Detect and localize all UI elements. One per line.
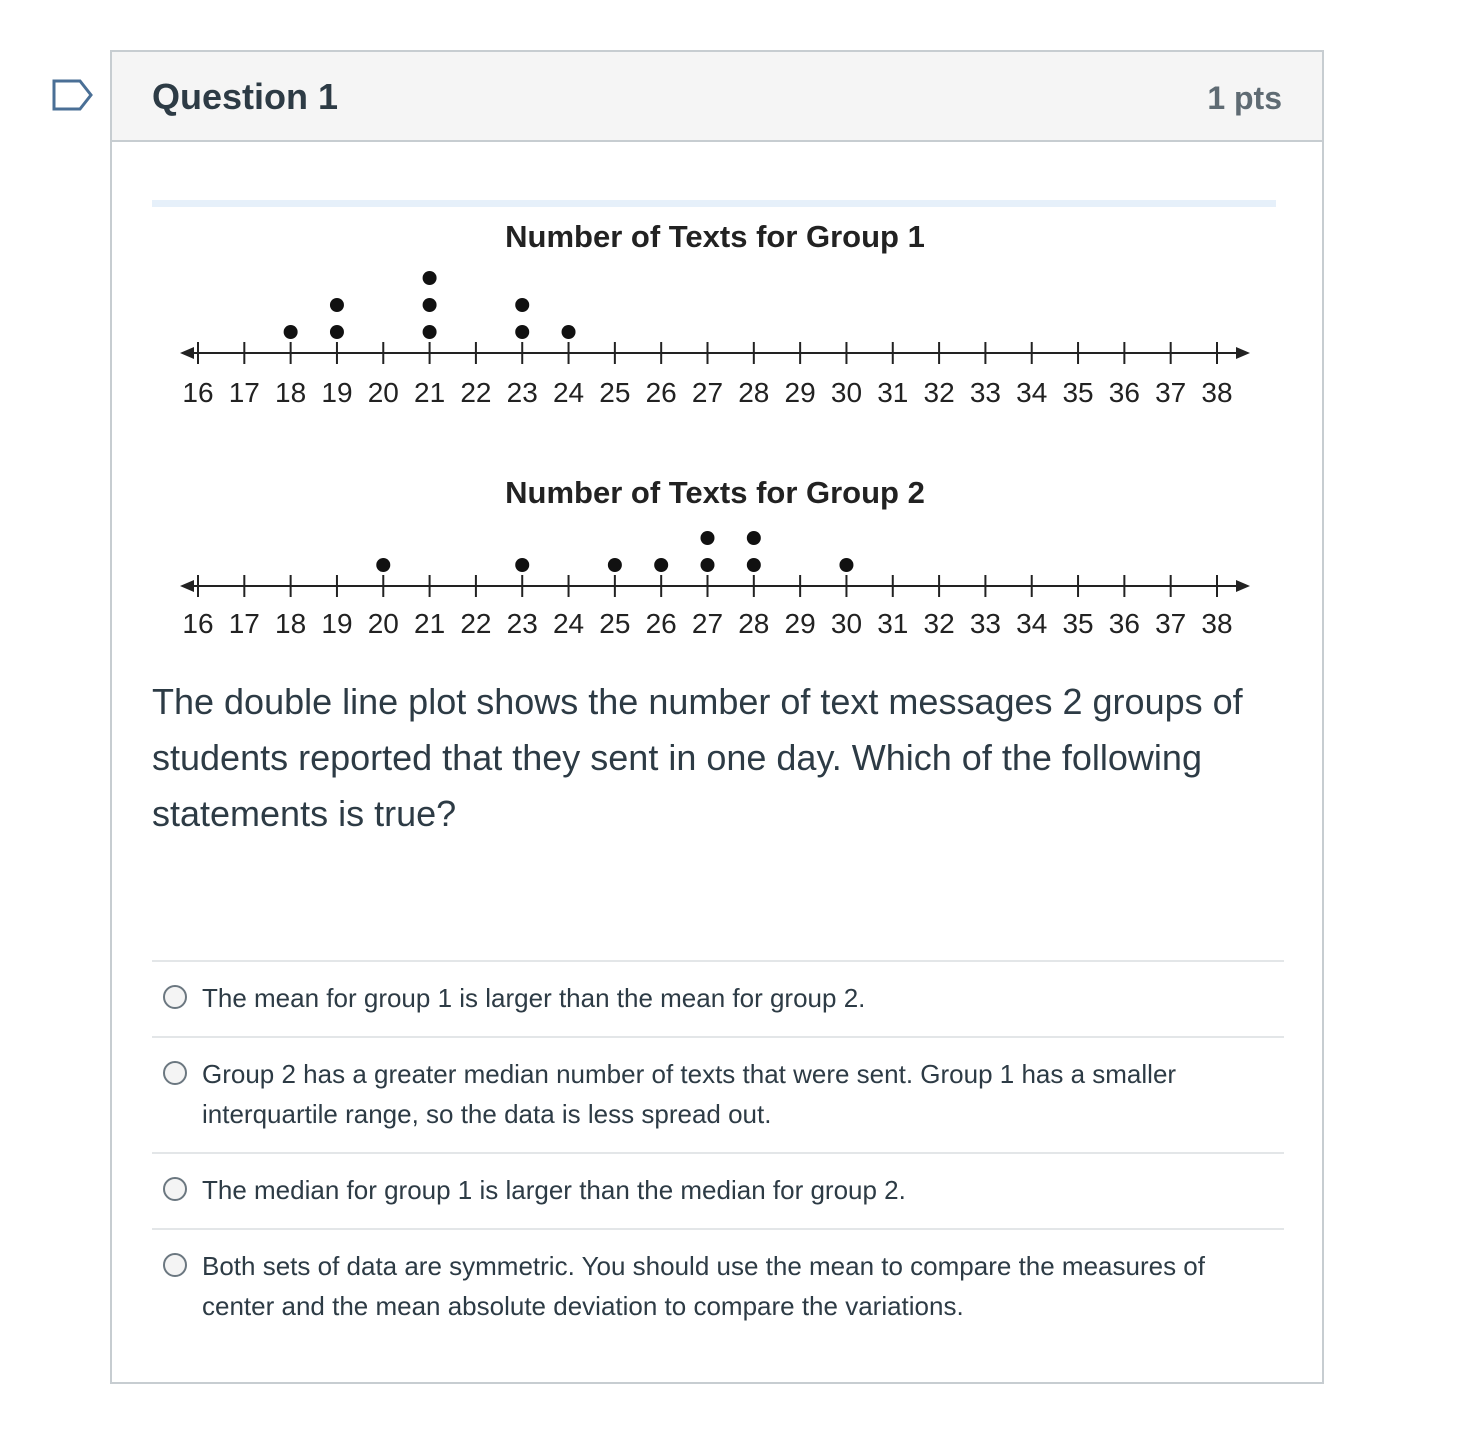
data-point — [330, 325, 344, 339]
data-point — [423, 271, 437, 285]
tick-label: 26 — [645, 608, 677, 639]
tick-label: 30 — [830, 608, 863, 639]
tick-label: 18 — [275, 608, 307, 639]
data-point — [515, 298, 529, 312]
data-point — [701, 531, 715, 545]
question-title: Question 1 — [152, 76, 339, 117]
tick-label: 22 — [460, 608, 492, 639]
data-point — [701, 558, 715, 572]
tick-label: 21 — [414, 377, 446, 408]
tick-label: 27 — [691, 377, 724, 408]
tick-label: 37 — [1155, 377, 1187, 408]
double-line-plot — [160, 210, 1270, 650]
answer-option-3[interactable] — [152, 1152, 1284, 1228]
tick-label: 17 — [228, 608, 260, 639]
data-point — [747, 531, 761, 545]
tick-label: 38 — [1201, 608, 1233, 639]
radio-unchecked-icon[interactable] — [163, 985, 187, 1009]
tick-label: 16 — [182, 377, 214, 408]
tick-label: 33 — [969, 377, 1001, 408]
data-point — [423, 298, 437, 312]
answer-list — [152, 960, 1284, 1344]
data-point — [284, 325, 298, 339]
data-point — [330, 298, 344, 312]
tick-label: 26 — [645, 377, 677, 408]
tick-label: 32 — [923, 608, 955, 639]
tick-label: 24 — [552, 608, 585, 639]
axis-arrow-left-icon — [180, 580, 194, 592]
data-point — [608, 558, 622, 572]
tick-label: 22 — [460, 377, 492, 408]
data-point — [654, 558, 668, 572]
tick-label: 31 — [877, 377, 909, 408]
radio-unchecked-icon[interactable] — [163, 1061, 187, 1085]
data-point — [839, 558, 853, 572]
bookmark-flag-icon[interactable] — [52, 78, 94, 112]
tick-label: 23 — [506, 377, 538, 408]
radio-unchecked-icon[interactable] — [163, 1253, 187, 1277]
tick-label: 32 — [923, 377, 955, 408]
tick-label: 29 — [784, 377, 816, 408]
tick-label: 28 — [738, 608, 770, 639]
content-divider — [152, 200, 1276, 207]
tick-label: 35 — [1062, 377, 1094, 408]
tick-label: 34 — [1016, 608, 1048, 639]
tick-label: 33 — [969, 608, 1001, 639]
plot-title: Number of Texts for Group 1 — [505, 219, 925, 254]
data-point — [562, 325, 576, 339]
radio-unchecked-icon[interactable] — [163, 1177, 187, 1201]
tick-label: 37 — [1155, 608, 1187, 639]
question-header — [112, 52, 1322, 142]
axis-arrow-right-icon — [1236, 347, 1250, 359]
tick-label: 25 — [599, 608, 631, 639]
tick-label: 20 — [367, 377, 399, 408]
tick-label: 36 — [1108, 377, 1140, 408]
axis-arrow-left-icon — [180, 347, 194, 359]
tick-label: 21 — [414, 608, 446, 639]
tick-label: 28 — [738, 377, 770, 408]
tick-label: 31 — [877, 608, 909, 639]
answer-label: Both sets of data are symmetric. You should use the mean to compare the measures of center and the mean absolute deviation to compare the variations. — [202, 1251, 1205, 1321]
tick-label: 27 — [691, 608, 724, 639]
tick-label: 38 — [1201, 377, 1233, 408]
axis-arrow-right-icon — [1236, 580, 1250, 592]
tick-label: 17 — [228, 377, 260, 408]
tick-label: 29 — [784, 608, 816, 639]
tick-label: 30 — [830, 377, 863, 408]
tick-label: 19 — [321, 608, 353, 639]
answer-option-4[interactable] — [152, 1228, 1284, 1344]
plot-title: Number of Texts for Group 2 — [505, 475, 925, 510]
data-point — [423, 325, 437, 339]
question-text: The double line plot shows the number of text messages 2 groups of students reported that they sent in one day. Which of the following statements is true? — [152, 681, 1243, 834]
answer-label: The median for group 1 is larger than the median for group 2. — [202, 1175, 906, 1205]
tick-label: 23 — [506, 608, 538, 639]
tick-label: 20 — [367, 608, 399, 639]
data-point — [515, 325, 529, 339]
tick-label: 16 — [182, 608, 214, 639]
question-points: 1 pts — [1207, 80, 1282, 116]
data-point — [376, 558, 390, 572]
tick-label: 34 — [1016, 377, 1048, 408]
answer-label: Group 2 has a greater median number of texts that were sent. Group 1 has a smaller interquartile range, so the data is less spread out. — [202, 1059, 1177, 1129]
tick-label: 36 — [1108, 608, 1140, 639]
tick-label: 18 — [275, 377, 307, 408]
data-point — [515, 558, 529, 572]
data-point — [747, 558, 761, 572]
tick-label: 25 — [599, 377, 631, 408]
answer-label: The mean for group 1 is larger than the mean for group 2. — [202, 983, 866, 1013]
tick-label: 24 — [552, 377, 585, 408]
tick-label: 35 — [1062, 608, 1094, 639]
tick-label: 19 — [321, 377, 353, 408]
answer-option-1[interactable] — [152, 960, 1284, 1036]
answer-option-2[interactable] — [152, 1036, 1284, 1152]
